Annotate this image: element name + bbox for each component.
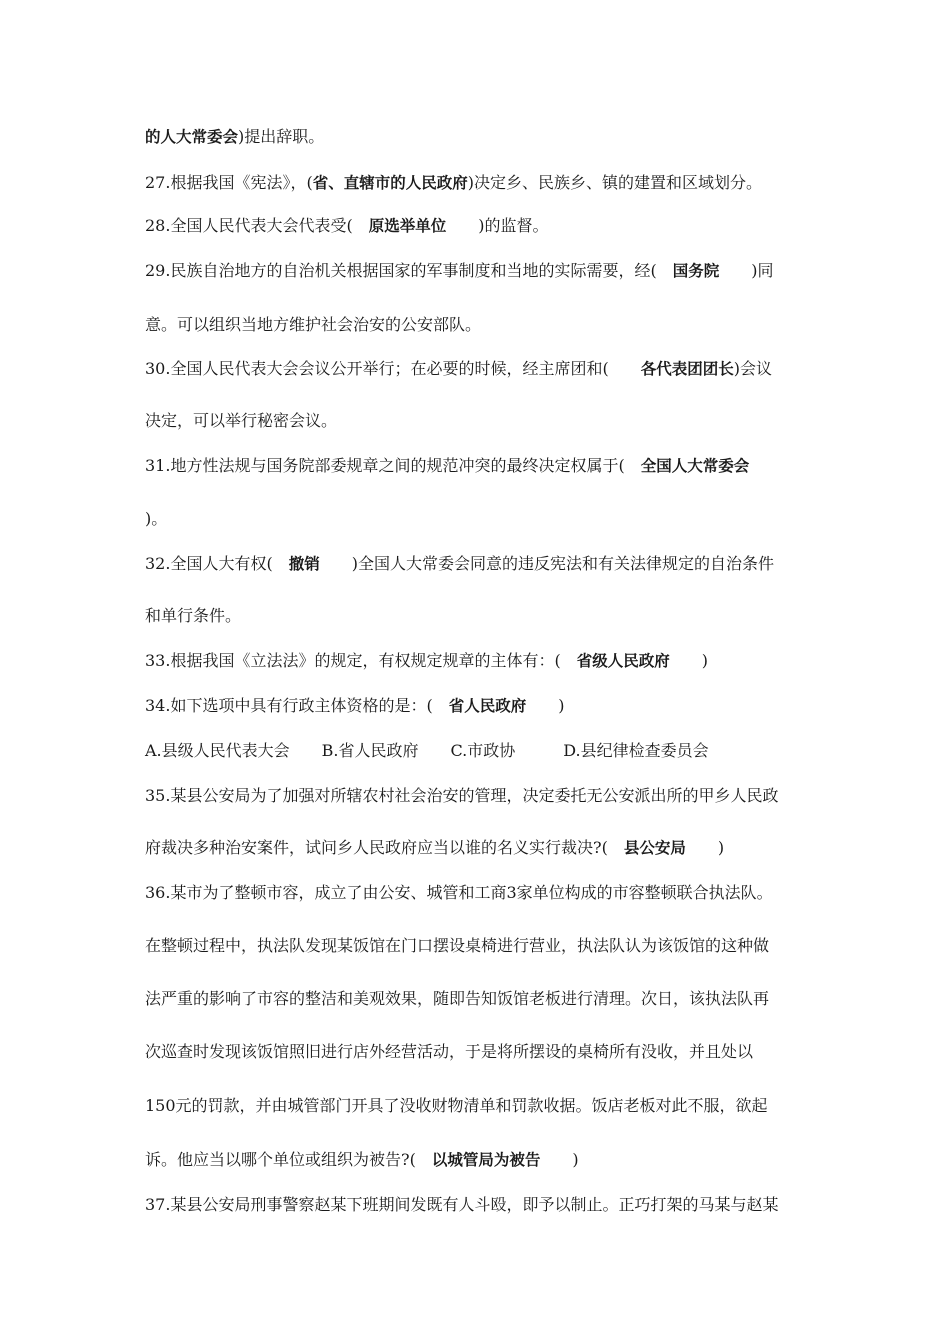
text-line (145, 988, 810, 1010)
text-line (145, 605, 810, 627)
text-line (145, 785, 810, 807)
text-line (145, 695, 810, 717)
question-text: )全国人大常委会同意的违反宪法和有关法律规定的自治条件 (319, 554, 774, 573)
question-text: ) (669, 651, 708, 670)
question-text: 32.全国人大有权( (145, 554, 289, 573)
text-line (145, 740, 810, 762)
question-text: ) (540, 1150, 579, 1169)
text-line (145, 650, 810, 672)
question-text: 150元的罚款，并由城管部门开具了没收财物清单和罚款收据。饭店老板对此不服，欲起 (145, 1096, 768, 1115)
question-text: 34.如下选项中具有行政主体资格的是：( (145, 696, 449, 715)
text-line (145, 126, 810, 148)
question-text: 在整顿过程中，执法队发现某饭馆在门口摆设桌椅进行营业，执法队认为该饭馆的这种做 (145, 936, 770, 955)
question-text: )的监督。 (446, 216, 549, 235)
question-text: 诉。他应当以哪个单位或组织为被告?( (145, 1150, 432, 1169)
text-line (145, 410, 810, 432)
question-text: 决定，可以举行秘密会议。 (145, 411, 338, 430)
answer-text: 县公安局 (623, 839, 686, 857)
question-text: 33.根据我国《立法法》的规定，有权规定规章的主体有：( (145, 651, 577, 670)
question-text: 意。可以组织当地方维护社会治安的公安部队。 (145, 315, 482, 334)
text-line (145, 882, 810, 904)
question-text: 30.全国人民代表大会会议公开举行；在必要的时候，经主席团和( (145, 359, 641, 378)
question-text: 35.某县公安局为了加强对所辖农村社会治安的管理，决定委托无公安派出所的甲乡人民政 (145, 786, 779, 805)
answer-text: 省、直辖市的人民政府 (312, 174, 468, 192)
answer-text: 的人大常委会 (145, 128, 239, 146)
question-text: A.县级人民代表大会 B.省人民政府 C.市政协 D.县纪律检查委员会 (145, 741, 709, 760)
answer-text: 撤销 (288, 555, 320, 573)
text-line (145, 314, 810, 336)
question-text: )会议 (733, 359, 772, 378)
text-line (145, 508, 810, 530)
answer-text: 原选举单位 (368, 217, 447, 235)
text-line (145, 1041, 810, 1063)
answer-text: 各代表团团长 (640, 360, 734, 378)
question-text: 31.地方性法规与国务院部委规章之间的规范冲突的最终决定权属于( (145, 456, 641, 475)
question-text: ) (526, 696, 565, 715)
question-text: 37.某县公安局刑事警察赵某下班期间发既有人斗殴，即予以制止。正巧打架的马某与赵某 (145, 1195, 779, 1214)
answer-text: 全国人大常委会 (640, 457, 750, 475)
question-text: 28.全国人民代表大会代表受( (145, 216, 369, 235)
text-line (145, 455, 810, 477)
answer-text: 省级人民政府 (576, 652, 670, 670)
question-text: 29.民族自治地方的自治机关根据国家的军事制度和当地的实际需要，经( (145, 261, 673, 280)
question-text: 和单行条件。 (145, 606, 242, 625)
text-line (145, 172, 810, 194)
question-text: 27.根据我国《宪法》，( (145, 173, 313, 192)
answer-text: 省人民政府 (448, 697, 527, 715)
question-text: )提出辞职。 (238, 127, 325, 146)
question-text: 次巡查时发现该饭馆照旧进行店外经营活动，于是将所摆设的桌椅所有没收，并且处以 (145, 1042, 754, 1061)
text-line (145, 1149, 810, 1171)
answer-text: 国务院 (672, 262, 720, 280)
question-text: 府裁决多种治安案件，试问乡人民政府应当以谁的名义实行裁决?( (145, 838, 624, 857)
text-line (145, 935, 810, 957)
question-text: )同 (719, 261, 774, 280)
question-text: 36.某市为了整顿市容，成立了由公安、城管和工商3家单位构成的市容整顿联合执法队。 (145, 883, 773, 902)
question-text: )。 (145, 509, 168, 528)
question-text: ) (685, 838, 725, 857)
text-line (145, 260, 810, 282)
text-line (145, 1194, 810, 1216)
question-text: 法严重的影响了市容的整洁和美观效果，随即告知饭馆老板进行清理。次日，该执法队再 (145, 989, 770, 1008)
text-line (145, 1095, 810, 1117)
text-line (145, 358, 810, 380)
question-text: )决定乡、民族乡、镇的建置和区域划分。 (467, 173, 762, 192)
text-line (145, 837, 810, 859)
text-line (145, 215, 810, 237)
text-line (145, 553, 810, 575)
answer-text: 以城管局为被告 (431, 1151, 541, 1169)
